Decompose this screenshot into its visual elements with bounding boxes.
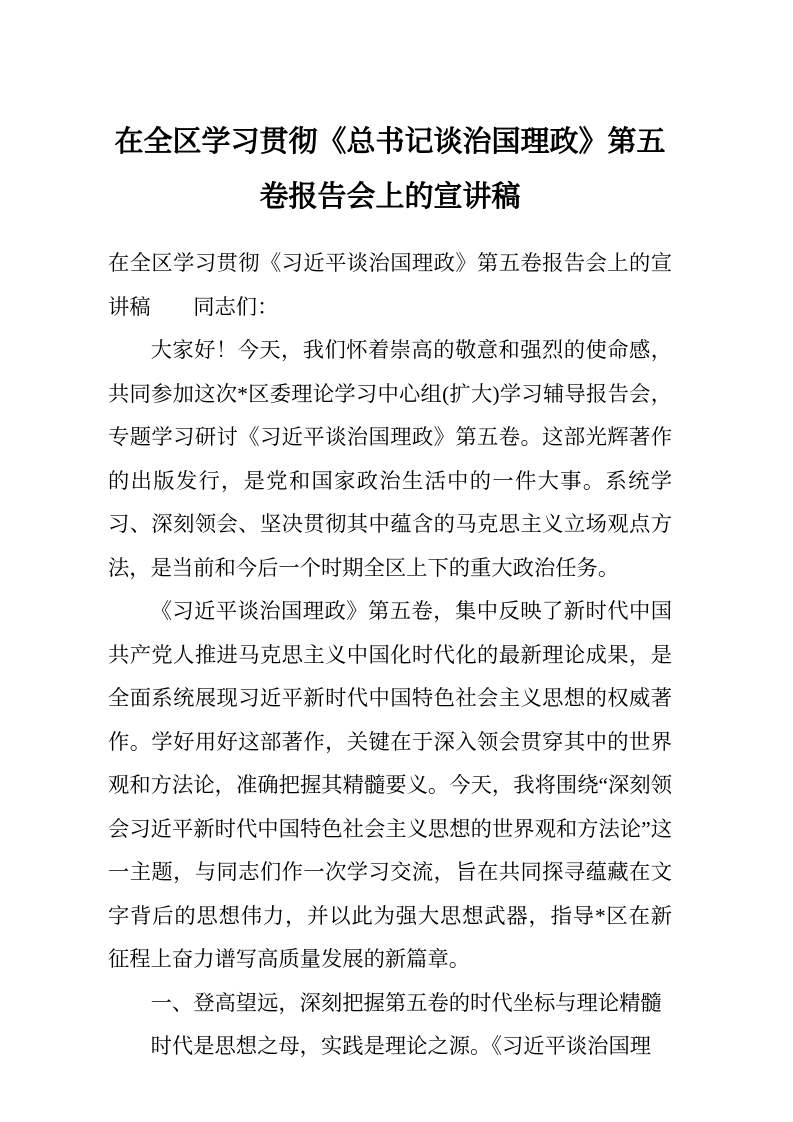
document-title: 在全区学习贯彻《总书记谈治国理政》第五卷报告会上的宣讲稿 — [114, 126, 666, 213]
paragraph: 在全区学习贯彻《习近平谈治国理政》第五卷报告会上的宣讲稿 同志们： — [108, 251, 672, 319]
paragraph: 时代是思想之母，实践是理论之源。《习近平谈治国理 — [150, 1034, 652, 1058]
section-heading: 一、登高望远，深刻把握第五卷的时代坐标与理论精髓 — [150, 990, 662, 1015]
paragraph: 《习近平谈治国理政》第五卷，集中反映了新时代中国共产党人推进马克思主义中国化时代化的最新理论成果，是全面系统展现习近平新时代中国特色社会主义思想的权威著作。学好用好这部著作，关键在于深入领会贯穿其中的世界观和方法论，准确把握其精髓要义。今天，我将围绕“深刻领会习近平新时代中国特色社会主义思想的世界观和方法论”这一主题，与同志们作一次学习交流，旨在共同探寻蕴藏在文字背后的思想伟力，并以此为强大思想武器，指导*区在新征程上奋力谱写高质量发展的新篇章。 — [108, 599, 672, 971]
document-body — [108, 242, 672, 1069]
paragraph: 大家好！今天，我们怀着崇高的敬意和强烈的使命感，共同参加这次*区委理论学习中心组(扩大)学习辅导报告会，专题学习研讨《习近平谈治国理政》第五卷。这部光辉著作的出版发行，是党和国家政治生活中的一件大事。系统学习、深刻领会、坚决贯彻其中蕴含的马克思主义立场观点方法，是当前和今后一个时期全区上下的重大政治任务。 — [108, 338, 672, 580]
